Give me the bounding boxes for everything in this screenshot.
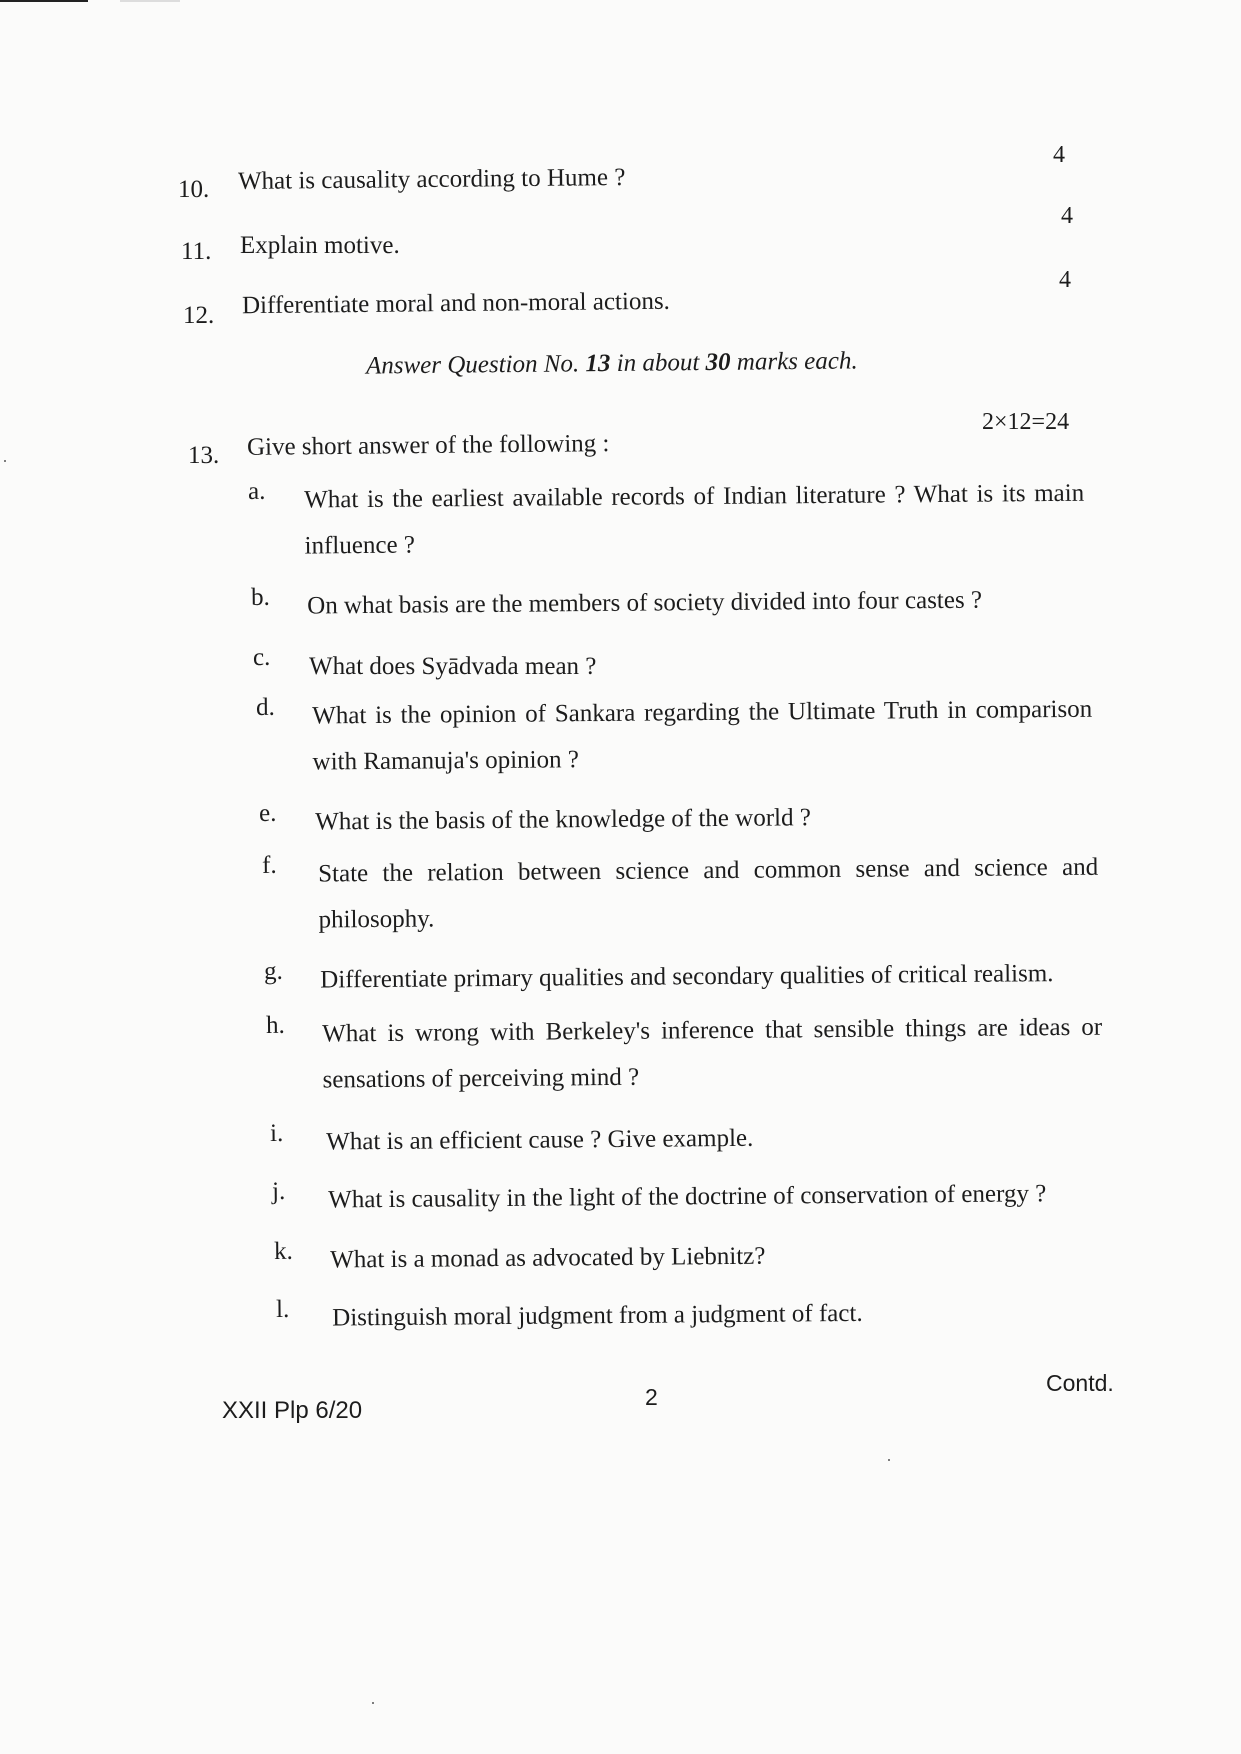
subquestion-label: f. <box>262 851 277 879</box>
page-number: 2 <box>645 1384 658 1410</box>
instruction-part1: Answer Question No. <box>365 350 580 380</box>
subquestion-text: What is wrong with Berkeley's inference that sensible things are ideas or sensations of perceiving mind ? <box>322 1013 1103 1094</box>
marks-q11: 4 <box>1061 203 1073 229</box>
contd-label: Contd. <box>1046 1370 1114 1396</box>
subquestion-label: c. <box>253 644 271 671</box>
marks-q12: 4 <box>1059 267 1071 293</box>
subquestion-label: j. <box>272 1177 286 1205</box>
question-number-12: 12. <box>183 302 215 329</box>
subquestion-text: Distinguish moral judgment from a judgment of fact. <box>332 1299 863 1332</box>
subquestion-label: e. <box>259 799 277 827</box>
marks-q13: 2×12=24 <box>982 409 1070 435</box>
scan-speck <box>888 1459 890 1461</box>
subquestion-label: l. <box>276 1295 290 1323</box>
instruction-qno: 13 <box>585 350 611 378</box>
subquestion-text: What is the opinion of Sankara regarding the Ultimate Truth in comparison with Ramanuja's opinion ? <box>312 695 1093 776</box>
question-13-text: Give short answer of the following : <box>246 430 610 461</box>
top-rule <box>0 0 88 2</box>
question-11-text: Explain motive. <box>240 232 400 259</box>
instruction-part2: in about <box>616 349 700 377</box>
paper-code: XXII Plp 6/20 <box>222 1397 363 1424</box>
question-number-11: 11. <box>181 238 212 265</box>
question-number-13: 13. <box>188 442 220 469</box>
subquestion-label: i. <box>270 1119 284 1147</box>
question-number-10: 10. <box>178 176 210 203</box>
subquestion-text: What is the basis of the knowledge of the world ? <box>315 804 811 836</box>
subquestion-label: a. <box>248 477 266 505</box>
scan-speck <box>4 460 6 462</box>
top-rule-faint <box>120 0 180 2</box>
question-12-text: Differentiate moral and non-moral actions. <box>241 287 670 320</box>
subquestion-label: h. <box>266 1011 285 1039</box>
subquestion-label: k. <box>274 1237 293 1265</box>
subquestion-label: g. <box>264 957 283 985</box>
marks-q10: 4 <box>1053 142 1065 168</box>
subquestion-text: What is causality in the light of the doctrine of conservation of energy ? <box>328 1180 1047 1214</box>
question-10-text: What is causality according to Hume ? <box>237 163 626 196</box>
subquestion-label: b. <box>251 583 270 611</box>
subquestion-text: Differentiate primary qualities and secondary qualities of critical realism. <box>320 960 1054 994</box>
subquestion-text: On what basis are the members of society divided into four castes ? <box>307 586 983 620</box>
subquestion-text: What is the earliest available records of Indian literature ? What is its main influence ? <box>304 479 1085 560</box>
subquestion-text: What is a monad as advocated by Liebnitz? <box>330 1242 766 1274</box>
subquestion-text: State the relation between science and common sense and science and philosophy. <box>318 853 1099 934</box>
scan-speck <box>372 1702 374 1704</box>
instruction-part3: marks each. <box>736 347 858 376</box>
subquestion-text: What is an efficient cause ? Give example. <box>326 1124 754 1156</box>
instruction-marks: 30 <box>705 348 731 377</box>
subquestion-text: What does Syādvada mean ? <box>309 653 597 680</box>
instruction <box>366 347 858 380</box>
subquestion-label: d. <box>256 693 275 721</box>
